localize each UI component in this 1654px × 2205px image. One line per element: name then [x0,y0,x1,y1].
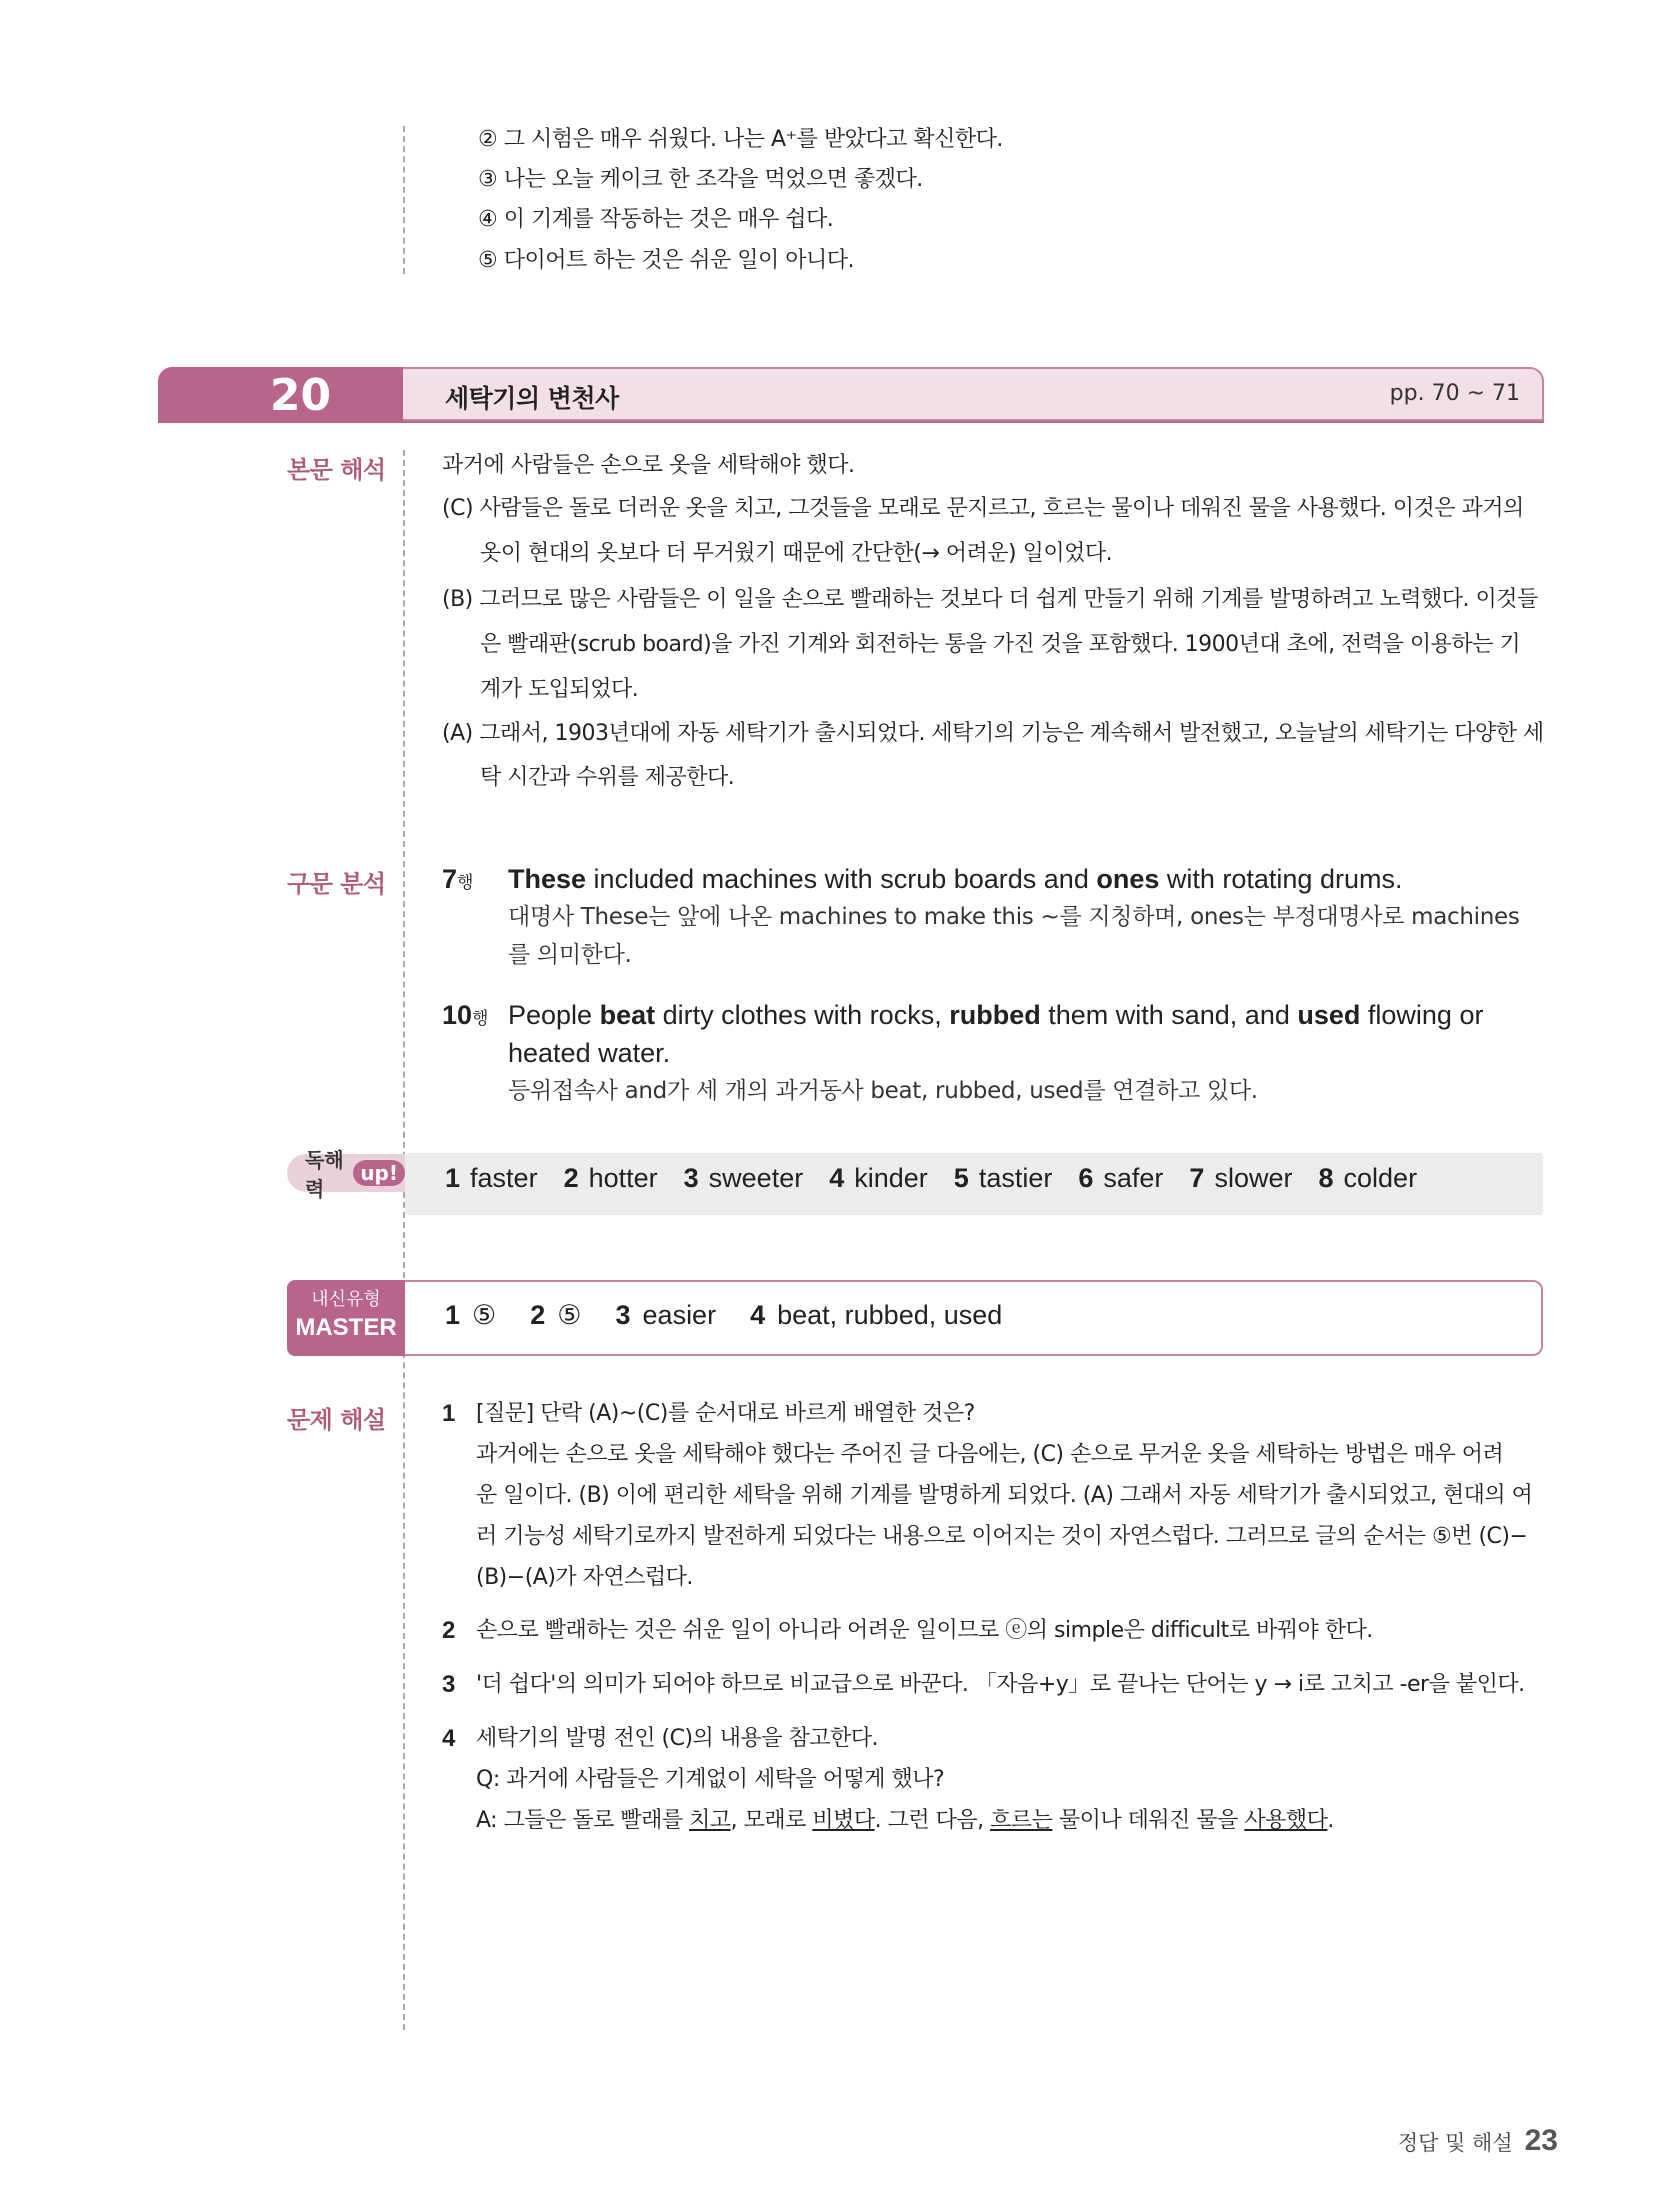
page-footer [1398,2124,1558,2158]
label-explanation: 문제 해설 [287,1406,386,1434]
reading-up-answers [445,1163,1417,1194]
up-badge: up! [353,1160,405,1186]
question-number-2: 2 [442,1617,456,1644]
prev-answer-item-2: ② 그 시험은 매우 쉬웠다. 나는 A⁺를 받았다고 확신한다. [478,127,1003,152]
q1-line-4: (B)−(A)가 자연스럽다. [476,1565,693,1590]
answer-item: 8 colder [1318,1163,1418,1193]
prev-answer-item-4: ④ 이 기계를 작동하는 것은 매우 쉽다. [478,207,834,232]
structure-item-7 [442,860,1552,974]
translation-b-3: 계가 도입되었다. [480,677,639,702]
translation-intro: 과거에 사람들은 손으로 옷을 세탁해야 했다. [442,453,855,478]
answer-item: 7 slower [1189,1163,1293,1193]
reading-up-tag: 독해력 up! [287,1154,405,1192]
translation-c-2: 옷이 현대의 옷보다 더 무거웠기 때문에 간단한(→ 어려운) 일이었다. [480,541,1113,566]
answer-item: 1 ⑤ [445,1300,497,1330]
q4-question: Q: 과거에 사람들은 기계없이 세탁을 어떻게 했나? [476,1767,945,1792]
master-tag: 내신유형 MASTER [287,1280,405,1356]
answer-item: 1 faster [445,1163,538,1193]
question-number-1: 1 [442,1400,456,1427]
structure-sentence: People beat dirty clothes with rocks, rubbed them with sand, and used flowing or [508,1000,1484,1030]
label-translation: 본문 해석 [287,456,386,484]
structure-note: 등위접속사 and가 세 개의 과거동사 beat, rubbed, used를 연결하고 있다. [508,1078,1258,1104]
translation-b-1: (B) 그러므로 많은 사람들은 이 일을 손으로 빨래하는 것보다 더 쉽게 만들기 위해 기계를 발명하려고 노력했다. 이것들 [442,587,1538,612]
question-number-4: 4 [442,1725,456,1752]
structure-item-10 [442,996,1552,1110]
structure-line-number: 10행 [442,1000,489,1030]
q2-text: 손으로 빨래하는 것은 쉬운 일이 아니라 어려운 일이므로 ⓔ의 simple은 difficult로 바꿔야 한다. [476,1618,1373,1643]
structure-sentence: These included machines with scrub boards and ones with rotating drums. [508,864,1403,894]
question-number-3: 3 [442,1671,456,1698]
section-underline [158,421,1544,423]
structure-note-cont: 를 의미한다. [508,942,632,968]
q4-answer: A: 그들은 돌로 빨래를 치고, 모래로 비볐다. 그런 다음, 흐르는 물이나 데워진 물을 사용했다. [476,1808,1334,1833]
translation-a-1: (A) 그래서, 1903년대에 자동 세탁기가 출시되었다. 세탁기의 기능은 계속해서 발전했고, 오늘날의 세탁기는 다양한 세 [442,721,1544,746]
prev-answer-item-5: ⑤ 다이어트 하는 것은 쉬운 일이 아니다. [478,248,854,273]
translation-a-2: 탁 시간과 수위를 제공한다. [480,765,735,790]
answer-item: 4 beat, rubbed, used [750,1300,1003,1330]
margin-dash-top [403,126,405,274]
answer-item: 3 sweeter [683,1163,804,1193]
q3-text: '더 쉽다'의 의미가 되어야 하므로 비교급으로 바꾼다. 「자음+y」로 끝나는 단어는 y → i로 고치고 -er을 붙인다. [476,1672,1525,1697]
section-pages: pp. 70 ~ 71 [1389,381,1520,406]
q1-line-1: 과거에는 손으로 옷을 세탁해야 했다는 주어진 글 다음에는, (C) 손으로 무거운 옷을 세탁하는 방법은 매우 어려 [476,1442,1504,1467]
master-answers [445,1300,1002,1331]
q4-text: 세탁기의 발명 전인 (C)의 내용을 참고한다. [476,1726,879,1751]
answer-item: 6 safer [1078,1163,1164,1193]
page-number: 23 [1524,2124,1558,2157]
prev-answer-item-3: ③ 나는 오늘 케이크 한 조각을 먹었으면 좋겠다. [478,167,923,192]
label-structure: 구문 분석 [287,870,386,898]
footer-label: 정답 및 해설 [1397,2131,1513,2155]
structure-line-number: 7행 [442,864,474,894]
translation-b-2: 은 빨래판(scrub board)을 가진 기계와 회전하는 통을 가진 것을 포함했다. 1900년대 초에, 전력을 이용하는 기 [480,632,1521,657]
master-answers-box [405,1280,1543,1356]
q1-line-3: 러 기능성 세탁기로까지 발전하게 되었다는 내용으로 이어지는 것이 자연스럽다. 그러므로 글의 순서는 ⑤번 (C)− [476,1524,1528,1549]
structure-sentence-cont: heated water. [508,1038,671,1068]
q1-head: [질문] 단락 (A)~(C)를 순서대로 바르게 배열한 것은? [476,1401,975,1426]
structure-note: 대명사 These는 앞에 나온 machines to make this ~를 지칭하며, ones는 부정대명사로 machines [508,904,1520,930]
section-number: 20 [158,367,403,423]
answer-item: 3 easier [615,1300,717,1330]
q1-line-2: 운 일이다. (B) 이에 편리한 세탁을 위해 기계를 발명하게 되었다. (A) 그래서 자동 세탁기가 출시되었고, 현대의 여 [476,1483,1533,1508]
section-title: 세탁기의 변천사 [445,384,619,413]
section-title-bar [403,367,1544,421]
answer-item: 2 hotter [563,1163,658,1193]
answer-item: 5 tastier [953,1163,1053,1193]
margin-dash-main [403,450,405,2030]
translation-c-1: (C) 사람들은 돌로 더러운 옷을 치고, 그것들을 모래로 문지르고, 흐르는 물이나 데워진 물을 사용했다. 이것은 과거의 [442,496,1524,521]
answer-item: 4 kinder [829,1163,928,1193]
reading-up-answers-box [405,1153,1543,1215]
answer-item: 2 ⑤ [530,1300,582,1330]
